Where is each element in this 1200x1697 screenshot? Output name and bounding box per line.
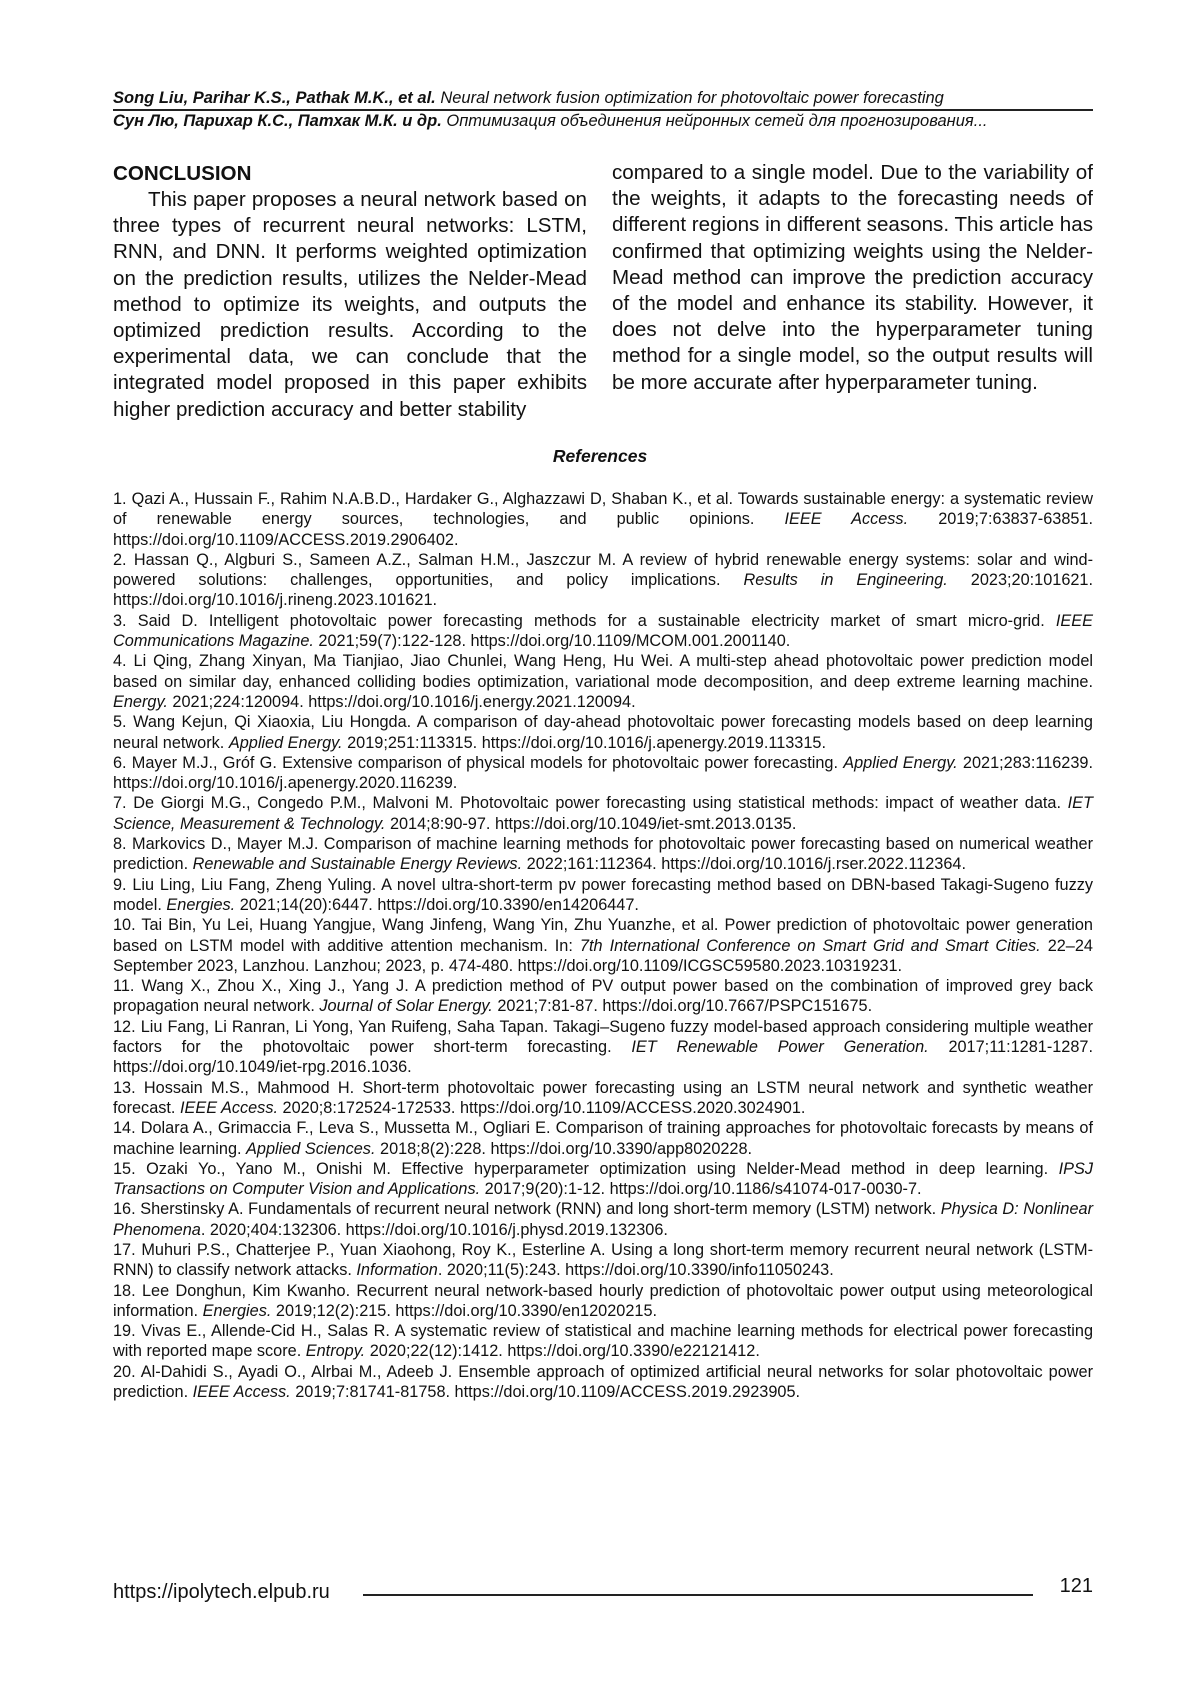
reference-item: 6. Mayer M.J., Gróf G. Extensive comparison of physical models for photovoltaic power forecasting. Applied Energy. 2021;283:116239. https://doi.org/10.1016/j.apenergy.2020.116239.: [113, 753, 1093, 793]
header-ru-title: Оптимизация объединения нейронных сетей для прогнозирования...: [446, 112, 988, 130]
reference-item: 16. Sherstinsky A. Fundamentals of recurrent neural network (RNN) and long short-term memory (LSTM) network. Physica D: Nonlinear Phenomena. 2020;404:132306. https://doi.org/10.1016/j.physd.2019.132306.: [113, 1200, 1093, 1239]
reference-item: 7. De Giorgi M.G., Congedo P.M., Malvoni M. Photovoltaic power forecasting using statistical methods: impact of weather data. IET Science, Measurement & Technology. 2014;8:90-97. https://doi.org/10.1049/iet-smt.2013.0135.: [113, 794, 1093, 833]
page-footer: [113, 1575, 1093, 1605]
reference-item: 3. Said D. Intelligent photovoltaic power forecasting methods for a sustainable electricity market of smart micro-grid. IEEE Communications Magazine. 2021;59(7):122-128. https://doi.org/10.1109/MCOM.001.2001140.: [113, 611, 1093, 651]
header-en-title: Neural network fusion optimization for photovoltaic power forecasting: [440, 89, 944, 107]
conclusion-left-column: [113, 161, 587, 423]
references-heading: References: [552, 446, 648, 466]
reference-item: 14. Dolara A., Grimaccia F., Leva S., Mussetta M., Ogliari E. Comparison of training approaches for photovoltaic forecasts by means of machine learning. Applied Sciences. 2018;8(2):228. https://doi.org/10.3390/app8020228.: [113, 1119, 1093, 1158]
reference-item: 18. Lee Donghun, Kim Kwanho. Recurrent neural network-based hourly prediction of photovoltaic power output using meteorological information. Energies. 2019;12(2):215. https://doi.org/10.3390/en12020215.: [113, 1281, 1093, 1320]
reference-item: 19. Vivas E., Allende-Cid H., Salas R. A systematic review of statistical and machine learning methods for electrical power forecasting with reported mape score. Entropy. 2020;22(12):1412. https://doi.org/10.3390/e22121412.: [113, 1322, 1093, 1361]
reference-item: 13. Hossain M.S., Mahmood H. Short-term photovoltaic power forecasting using an LSTM neural network and synthetic weather forecast. IEEE Access. 2020;8:172524-172533. https://doi.org/10.1109/ACCESS.2020.3024901.: [113, 1078, 1093, 1117]
conclusion-section: [113, 161, 1093, 423]
reference-item: 20. Al-Dahidi S., Ayadi O., Alrbai M., Adeeb J. Ensemble approach of optimized artificial neural networks for solar photovoltaic power prediction. IEEE Access. 2019;7:81741-81758. https://doi.org/10.1109/ACCESS.2019.2923905.: [113, 1362, 1093, 1402]
header-en-authors: Song Liu, Parihar K.S., Pathak M.K., et al.: [113, 89, 436, 107]
page-number: 121: [1059, 1575, 1093, 1597]
reference-item: 8. Markovics D., Mayer M.J. Comparison of machine learning methods for photovoltaic power forecasting based on numerical weather prediction. Renewable and Sustainable Energy Reviews. 2022;161:112364. https://doi.org/10.1016/j.rser.2022.112364.: [113, 835, 1093, 874]
header-english: [113, 88, 1093, 109]
header-ru-authors: Сун Лю, Парихар К.С., Патхак М.К. и др.: [113, 112, 442, 130]
reference-item: 4. Li Qing, Zhang Xinyan, Ma Tianjiao, Jiao Chunlei, Wang Heng, Hu Wei. A multi-step ahead photovoltaic power prediction model based on similar day, enhanced colliding bodies optimization, variational mode decomposition, and deep extreme learning machine. Energy. 2021;224:120094. https://doi.org/10.1016/j.energy.2021.120094.: [113, 652, 1093, 711]
conclusion-heading: CONCLUSION: [113, 162, 252, 185]
reference-item: 15. Ozaki Yo., Yano M., Onishi M. Effective hyperparameter optimization using Nelder-Mead method in deep learning. IPSJ Transactions on Computer Vision and Applications. 2017;9(20):1-12. https://doi.org/10.1186/s41074-017-0030-7.: [113, 1159, 1093, 1199]
conclusion-paragraph-right: compared to a single model. Due to the variability of the weights, it adapts to the forecasting needs of different regions in different seasons. This article has confirmed that optimizing weights using the Nelder-Mead method can improve the prediction accuracy of the model and enhance its stability. However, it does not delve into the hyperparameter tuning method for a single model, so the output results will be more accurate after hyperparameter tuning.: [612, 161, 1093, 394]
conclusion-right-column: [612, 160, 1093, 423]
reference-item: 17. Muhuri P.S., Chatterjee P., Yuan Xiaohong, Roy K., Esterline A. Using a long short-term memory recurrent neural network (LSTM-RNN) to classify network attacks. Information. 2020;11(5):243. https://doi.org/10.3390/info11050243.: [113, 1240, 1093, 1280]
reference-item: 1. Qazi A., Hussain F., Rahim N.A.B.D., Hardaker G., Alghazzawi D, Shaban K., et al. Towards sustainable energy: a systematic review of renewable energy sources, technologies, and public opinions. IEEE Access. 2019;7:63837-63851. https://doi.org/10.1109/ACCESS.2019.2906402.: [113, 490, 1094, 549]
journal-url-link[interactable]: https://ipolytech.elpub.ru: [113, 1581, 330, 1603]
references-list: [113, 489, 1093, 1402]
conclusion-paragraph-left: This paper proposes a neural network based on three types of recurrent neural networks: LSTM, RNN, and DNN. It performs weighted optimization on the prediction results, utilizes the Nelder-Mead method to optimize its weights, and outputs the optimized prediction results. According to the experimental data, we can conclude that the integrated model proposed in this paper exhibits higher prediction accuracy and better stability: [113, 188, 587, 421]
running-header: [113, 88, 1093, 132]
reference-item: 5. Wang Kejun, Qi Xiaoxia, Liu Hongda. A comparison of day-ahead photovoltaic power forecasting models based on deep learning neural network. Applied Energy. 2019;251:113315. https://doi.org/10.1016/j.apenergy.2019.113315.: [113, 713, 1093, 752]
reference-item: 12. Liu Fang, Li Ranran, Li Yong, Yan Ruifeng, Saha Tapan. Takagi–Sugeno fuzzy model-based approach considering multiple weather factors for the photovoltaic power short-term forecasting. IET Renewable Power Generation. 2017;11:1281-1287. https://doi.org/10.1049/iet-rpg.2016.1036.: [113, 1017, 1093, 1077]
reference-item: 10. Tai Bin, Yu Lei, Huang Yangjue, Wang Jinfeng, Wang Yin, Zhu Yuanzhe, et al. Power prediction of photovoltaic power generation based on LSTM model with additive attention mechanism. In: 7th International Conference on Smart Grid and Smart Cities. 22–24 September 2023, Lanzhou. Lanzhou; 2023, p. 474-480. https://doi.org/10.1109/ICGSC59580.2023.10319231.: [113, 916, 1093, 975]
reference-item: 9. Liu Ling, Liu Fang, Zheng Yuling. A novel ultra-short-term pv power forecasting method based on DBN-based Takagi-Sugeno fuzzy model. Energies. 2021;14(20):6447. https://doi.org/10.3390/en14206447.: [113, 875, 1093, 914]
header-russian: [113, 111, 1093, 132]
reference-item: 11. Wang X., Zhou X., Xing J., Yang J. A prediction method of PV output power based on the combination of improved grey back propagation neural network. Journal of Solar Energy. 2021;7:81-87. https://doi.org/10.7667/PSPC151675.: [113, 977, 1093, 1016]
reference-item: 2. Hassan Q., Algburi S., Sameen A.Z., Salman H.M., Jaszczur M. A review of hybrid renewable energy systems: solar and wind-powered solutions: challenges, opportunities, and policy implications. Results in Engineering. 2023;20:101621. https://doi.org/10.1016/j.rineng.2023.101621.: [113, 550, 1094, 610]
footer-rule: [363, 1594, 1033, 1596]
